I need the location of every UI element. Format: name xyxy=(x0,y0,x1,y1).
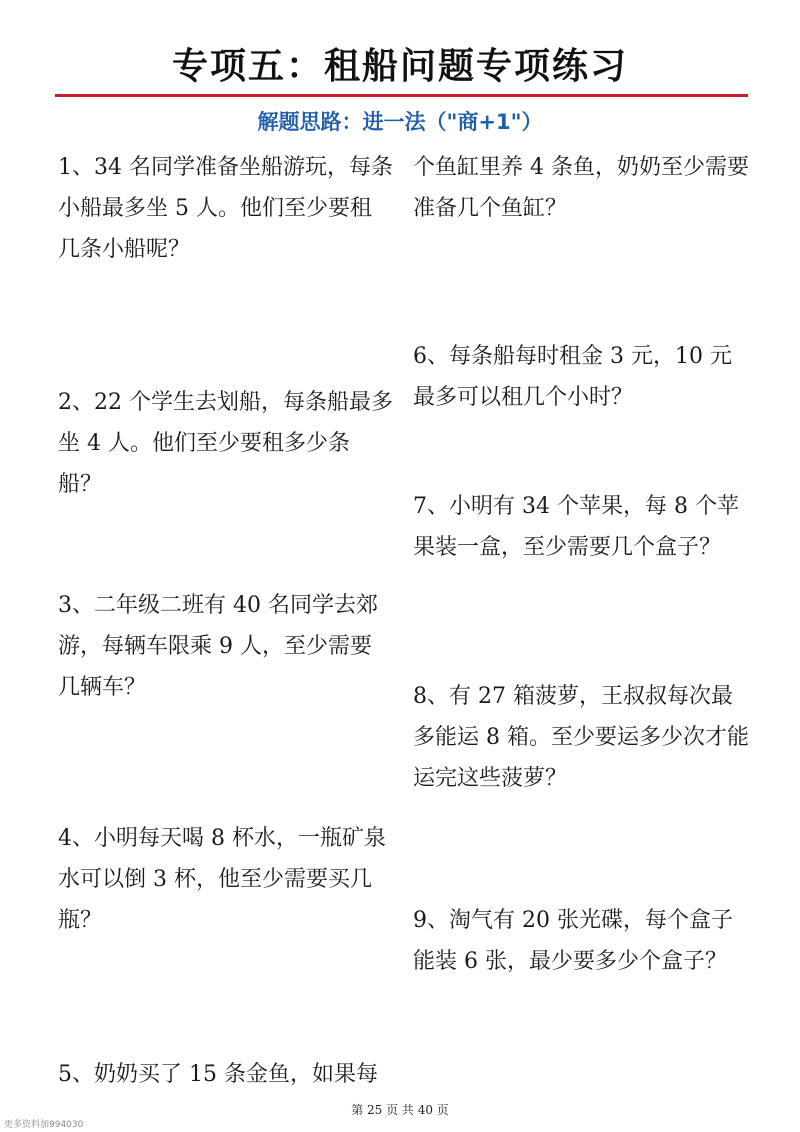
page-title: 专项五：租船问题专项练习 xyxy=(171,46,628,87)
title-divider xyxy=(55,94,748,97)
question-5-start: 5、奶奶买了 15 条金鱼，如果每 xyxy=(58,1062,378,1087)
question-8: 8、有 27 箱菠萝，王叔叔每次最多能运 8 箱。至少要运多少次才能运完这些菠萝？ xyxy=(413,684,749,791)
footer-note: 更多资料加994030 xyxy=(4,1120,84,1130)
question-3: 3、二年级二班有 40 名同学去郊游，每辆车限乘 9 人，至少需要几辆车？ xyxy=(58,593,378,700)
question-5-continued: 个鱼缸里养 4 条鱼，奶奶至少需要准备几个鱼缸？ xyxy=(413,155,749,221)
question-1: 1、34 名同学准备坐船游玩，每条小船最多坐 5 人。他们至少要租几条小船呢？ xyxy=(58,155,393,262)
question-9: 9、淘气有 20 张光碟，每个盒子能装 6 张，最少要多少个盒子？ xyxy=(413,908,733,974)
question-6: 6、每条船每时租金 3 元，10 元最多可以租几个小时？ xyxy=(413,344,732,410)
question-4: 4、小明每天喝 8 杯水，一瓶矿泉水可以倒 3 杯，他至少需要买几瓶？ xyxy=(58,826,386,933)
question-7: 7、小明有 34 个苹果，每 8 个苹果装一盒，至少需要几个盒子？ xyxy=(413,494,739,560)
page-number: 第 25 页 共 40 页 xyxy=(351,1103,449,1117)
method-hint: 解题思路：进一法（"商+1"） xyxy=(257,110,543,134)
question-2: 2、22 个学生去划船，每条船最多坐 4 人。他们至少要租多少条船？ xyxy=(58,390,393,497)
